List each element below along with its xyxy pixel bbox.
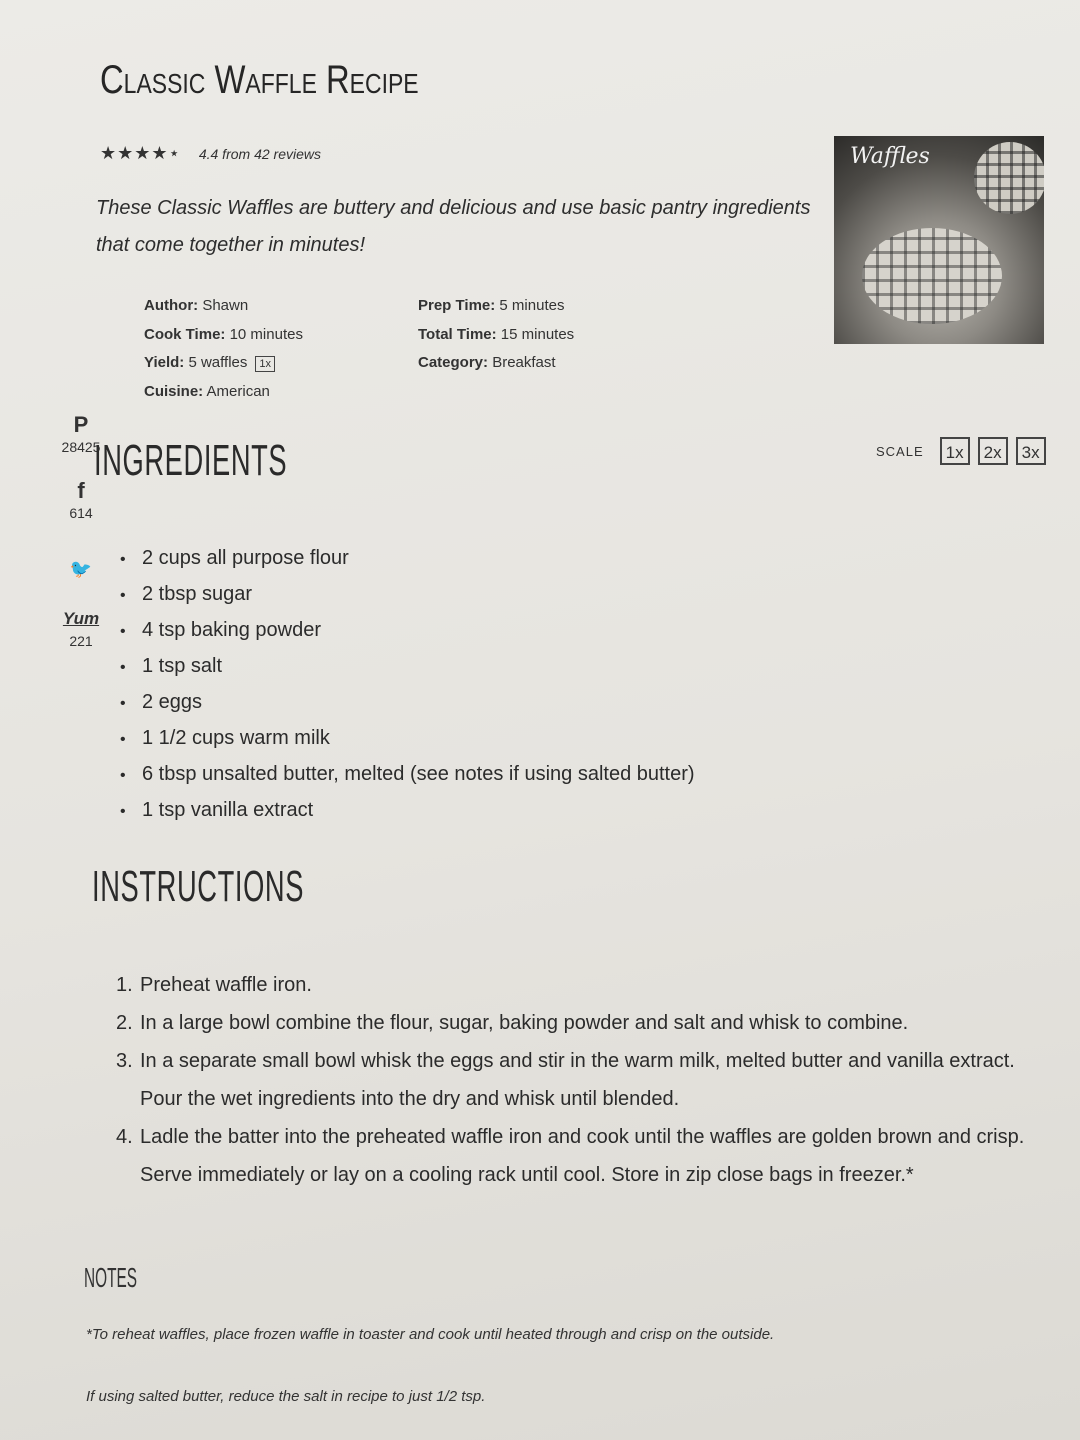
ingredient-item: • 1 tsp vanilla extract [120,799,314,821]
facebook-count: 614 [69,505,93,521]
note-item: *To reheat waffles, place frozen waffle in toaster and cook until heated through and crisp on the outside. [86,1326,775,1343]
yummly-count: 221 [69,633,93,649]
ingredients-list [120,540,695,828]
yummly-icon[interactable]: Yum [62,609,100,628]
pinterest-icon[interactable]: P [73,412,89,437]
rating[interactable] [100,143,321,164]
ingredient-item: • 2 cups all purpose flour [120,547,349,569]
instruction-step: 1. Preheat waffle iron. [116,974,312,996]
yield-scale-button[interactable]: 1x [255,356,275,372]
recipe-photo [834,136,1044,344]
ingredients-heading: INGREDIENTS [94,436,288,485]
pinterest-count: 28425 [61,439,101,455]
meta-author: Author: Shawn [144,297,249,314]
ingredient-item: • 1 1/2 cups warm milk [120,727,330,749]
meta-cook-time: Cook Time: 10 minutes [144,325,303,343]
ingredient-item: • 4 tsp baking powder [120,619,322,641]
instruction-step: 2. In a large bowl combine the flour, sugar, baking powder and salt and whisk to combine. [116,1012,909,1034]
waffle-image [862,228,1002,324]
scale-control [876,437,1046,465]
scale-2x-button[interactable]: 2x [978,437,1008,465]
instructions-heading: INSTRUCTIONS [92,862,305,911]
ingredient-item: • 2 tbsp sugar [120,583,253,605]
recipe-title: Classic Waffle Recipe [100,58,419,102]
meta-prep-time: Prep Time: 5 minutes [418,297,565,314]
waffle-iron-image [974,142,1044,214]
rating-text: 4.4 from 42 reviews [198,145,321,162]
meta-total-time: Total Time: 15 minutes [418,325,575,343]
yummly-share[interactable] [58,606,104,650]
twitter-share[interactable] [58,556,104,582]
instructions-list [116,966,1026,1194]
meta-cuisine: Cuisine: American [144,382,270,400]
scale-1x-button[interactable]: 1x [940,437,970,465]
ingredient-item: • 1 tsp salt [120,655,223,677]
recipe-summary: These Classic Waffles are buttery and delicious and use basic pantry ingredients that come together in minutes! [96,197,811,256]
instruction-step: 3. In a separate small bowl whisk the eggs and stir in the warm milk, melted butter and vanilla extract. Pour the wet ingredients into the dry and whisk until blended. [116,1050,1015,1110]
rating-stars[interactable]: ★★★★⋆ [100,143,181,163]
meta-left-column [144,295,404,409]
photo-label: Waffles [850,144,930,169]
scale-3x-button[interactable]: 3x [1016,437,1046,465]
facebook-icon[interactable]: f [77,478,85,503]
meta-yield: Yield: 5 waffles 1x [144,352,404,381]
twitter-icon[interactable]: 🐦 [69,559,93,579]
meta-category: Category: Breakfast [418,354,556,371]
notes-heading: NOTES [84,1262,138,1293]
ingredient-item: • 6 tbsp unsalted butter, melted (see notes if using salted butter) [120,763,695,785]
scale-label: SCALE [876,443,924,459]
meta-right-column [418,295,678,381]
instruction-step: 4. Ladle the batter into the preheated waffle iron and cook until the waffles are golden brown and crisp. Serve immediately or lay on a cooling rack until cool. Store in zip close bags in freezer.* [116,1126,1025,1186]
ingredient-item: • 2 eggs [120,691,203,713]
note-item: If using salted butter, reduce the salt in recipe to just 1/2 tsp. [86,1388,486,1405]
